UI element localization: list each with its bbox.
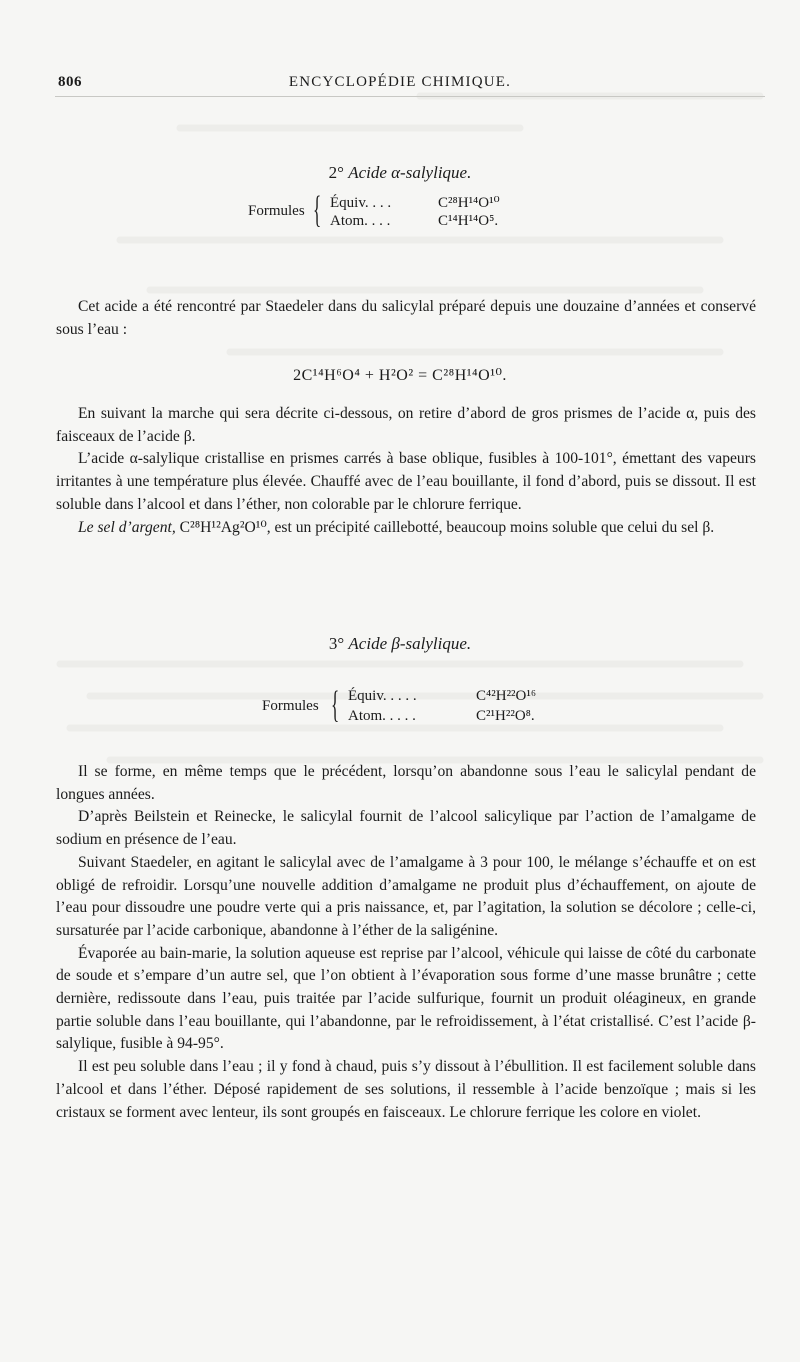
brace-icon: { xyxy=(331,684,340,726)
section-alpha-heading xyxy=(0,163,800,183)
silver-salt-formula: C²⁸H¹²Ag²O¹⁰, xyxy=(179,518,271,536)
section-alpha-p2: L’acide α-salylique cristallise en prismes carrés à base oblique, fusibles à 100-101°, émettant des vapeurs irritantes à une température plus élevée. Chauffé avec de l’eau bouillante, il fond d’abord, puis se dissout. Il est soluble dans l’alcool et dans l’éther, non colorable par le chlorure ferrique. xyxy=(56,450,756,513)
equiv-label: Équiv. . . . xyxy=(330,195,392,211)
formula-row-equiv xyxy=(348,688,536,705)
section-beta-heading xyxy=(0,634,800,654)
reaction-equation: 2C¹⁴H⁶O⁴ + H²O² = C²⁸H¹⁴O¹⁰. xyxy=(293,367,507,384)
section-beta-p3: Suivant Staedeler, en agitant le salicylal avec de l’amalgame à 3 pour 100, le mélange s’échauffe et on est obligé de refroidir. Lorsqu’une nouvelle addition d’amalgame ne produit plus d’échauffement, on ajoute de l’eau pour dissoudre une poudre verte qui a pris naissance, et, par l’agitation, la solution se décolore ; celle-ci, sursaturée par l’acide carbonique, abandonne à l’éther de la saligénine. xyxy=(56,853,756,939)
equiv-label: Équiv. . . . . xyxy=(348,688,417,704)
formula-row-equiv xyxy=(330,193,500,212)
equiv-formula: C⁴²H²²O¹⁶ xyxy=(476,688,537,704)
section-alpha-p3 xyxy=(56,517,756,540)
brace-icon: { xyxy=(313,189,322,231)
formula-row-atom xyxy=(348,708,535,725)
atom-formula: C¹⁴H¹⁴O⁵. xyxy=(438,213,499,229)
running-title: ENCYCLOPÉDIE CHIMIQUE. xyxy=(288,74,512,90)
section-beta-p2: D’après Beilstein et Reinecke, le salicylal fournit de l’alcool salicylique par l’action de l’amalgame de sodium en présence de l’eau. xyxy=(56,808,756,849)
silver-salt-lead: Le sel d’argent, xyxy=(78,518,176,536)
section-beta-formulas xyxy=(262,686,562,730)
header-rule xyxy=(55,96,765,97)
atom-label: Atom. . . . . xyxy=(348,708,416,724)
section-alpha-body xyxy=(56,403,756,539)
section-alpha-title: Acide α-salylique. xyxy=(348,163,472,182)
section-beta-p4: Évaporée au bain-marie, la solution aqueuse est reprise par l’alcool, véhicule qui laisse de côté du carbonate de soude et s’empare d’un autre sel, que l’on obtient à l’évaporation sous forme d’une masse brunâtre ; cette dernière, redissoute dans l’eau, puis traitée par l’acide sulfurique, fournit un produit oléagineux, en grande partie soluble dans l’eau bouillante, qui l’abandonne, par le refroidissement, à l’état cristallisé. C’est l’acide β-salylique, fusible à 94-95°. xyxy=(56,944,756,1053)
page-number: 806 xyxy=(58,74,82,90)
atom-formula: C²¹H²²O⁸. xyxy=(476,708,535,724)
section-alpha-formulas xyxy=(248,191,508,235)
section-alpha-number: 2° xyxy=(328,163,344,182)
section-beta-number: 3° xyxy=(328,634,345,653)
formula-row-atom xyxy=(330,213,498,230)
section-beta-body xyxy=(56,761,756,1124)
section-alpha-p1: En suivant la marche qui sera décrite ci-dessous, on retire d’abord de gros prismes de l’acide α, puis des faisceaux de l’acide β. xyxy=(56,405,756,445)
section-alpha-intro: Cet acide a été rencontré par Staedeler dans du salicylal préparé depuis une douzaine d’années et conservé sous l’eau : xyxy=(56,298,756,338)
atom-label: Atom. . . . xyxy=(330,213,391,229)
silver-salt-text: est un précipité caillebotté, beaucoup moins soluble que celui du sel β. xyxy=(274,518,715,536)
formulas-label: Formules xyxy=(262,698,319,714)
section-beta-p1: Il se forme, en même temps que le précédent, lorsqu’on abandonne sous l’eau le salicylal pendant de longues années. xyxy=(56,763,756,803)
equiv-formula: C²⁸H¹⁴O¹⁰ xyxy=(438,195,500,211)
formulas-label: Formules xyxy=(248,203,305,219)
section-beta-title: Acide β-salylique. xyxy=(348,634,472,653)
page-header xyxy=(0,74,800,104)
section-beta-p5: Il est peu soluble dans l’eau ; il y fond à chaud, puis s’y dissout à l’ébullition. Il est facilement soluble dans l’alcool et dans l’éther. Déposé rapidement de ses solutions, il ressemble à l’acide benzoïque ; mais si les cristaux se forment avec lenteur, ils sont groupés en faisceaux. Le chlorure ferrique les colore en violet. xyxy=(56,1058,756,1121)
